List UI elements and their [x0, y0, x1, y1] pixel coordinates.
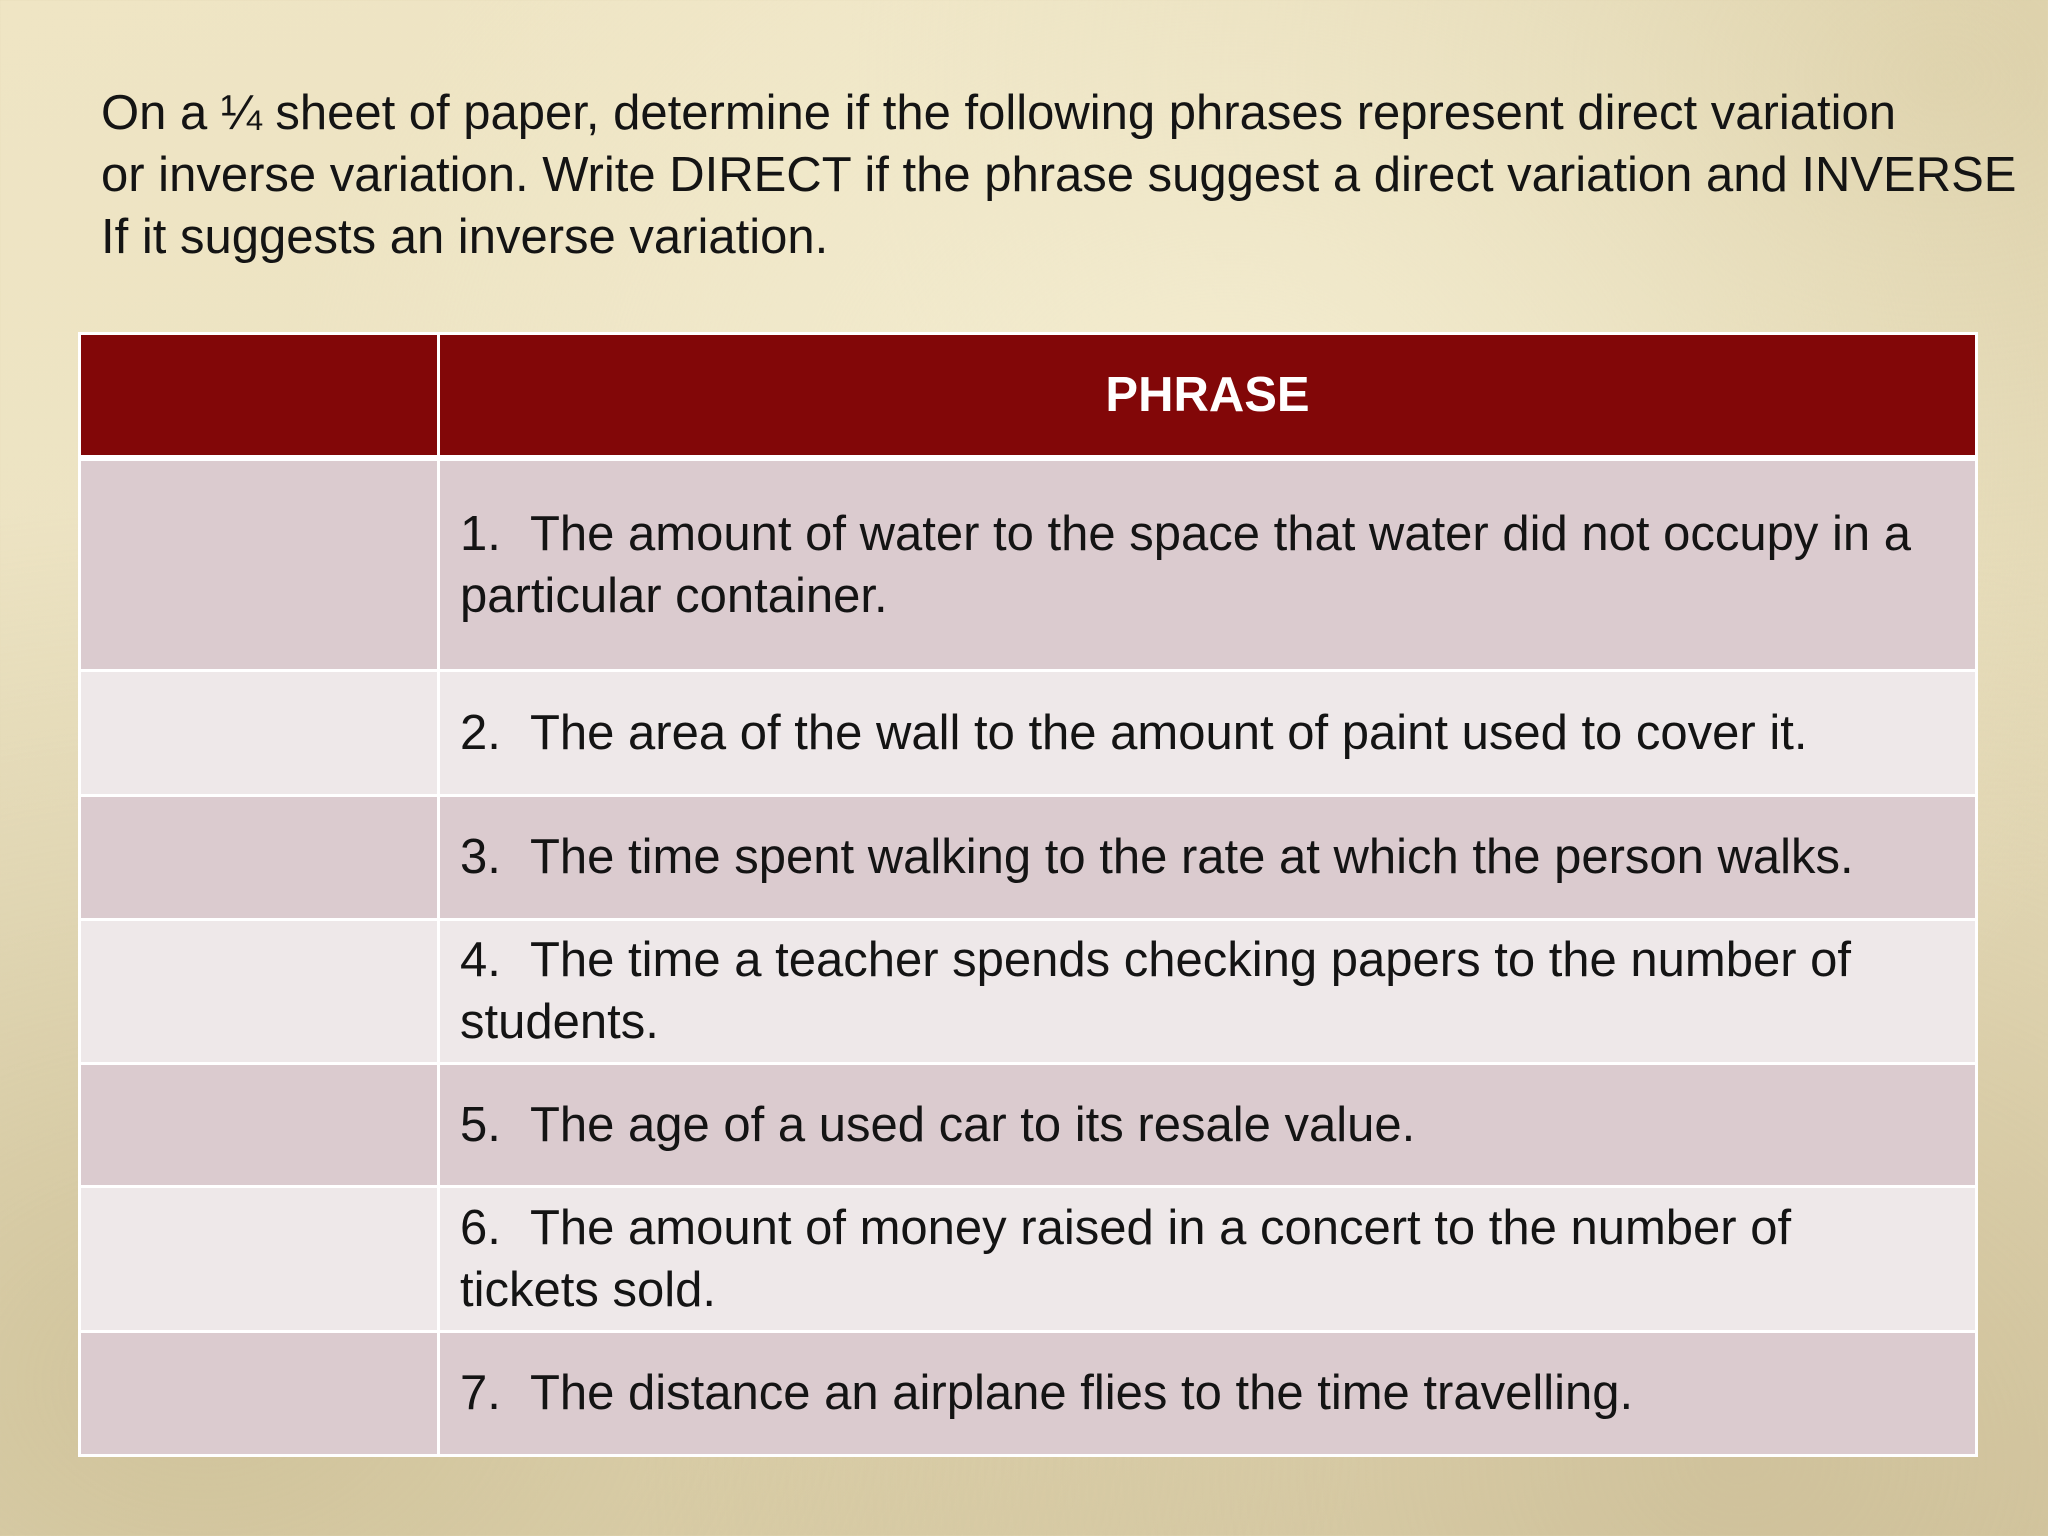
- table-row: [80, 1186, 1977, 1331]
- answer-column-header: [80, 334, 439, 459]
- table-row: [80, 458, 1977, 670]
- phrase-column-header: PHRASE: [439, 334, 1977, 459]
- phrase-number: 2.: [460, 705, 501, 760]
- answer-cell[interactable]: [80, 1186, 439, 1331]
- answer-cell[interactable]: [80, 1331, 439, 1455]
- phrase-text: The area of the wall to the amount of paint used to cover it.: [530, 705, 1808, 760]
- table-row: [80, 795, 1977, 919]
- answer-cell[interactable]: [80, 670, 439, 795]
- phrase-text: The time spent walking to the rate at which the person walks.: [530, 830, 1854, 884]
- phrase-number: 4.: [460, 933, 501, 987]
- table-row: [80, 1063, 1977, 1186]
- instructions-text: On a ¼ sheet of paper, determine if the following phrases represent direct variation or inverse variation. Write DIRECT if the phrase suggest a direct variation and INVERSE If it suggests an inverse variation.: [101, 86, 2017, 264]
- phrase-text: The time a teacher spends checking papers to the number of students.: [460, 933, 1852, 1049]
- answer-cell[interactable]: [80, 458, 439, 670]
- phrase-text: The age of a used car to its resale value.: [530, 1097, 1416, 1152]
- phrase-cell: [439, 1186, 1977, 1331]
- answer-cell[interactable]: [80, 919, 439, 1063]
- phrase-number: 6.: [460, 1200, 501, 1255]
- phrase-number: 5.: [460, 1097, 501, 1152]
- phrase-cell: [439, 919, 1977, 1063]
- table-row: [80, 670, 1977, 795]
- phrase-cell: [439, 458, 1977, 670]
- phrase-cell: [439, 795, 1977, 919]
- table-header-row: [80, 334, 1977, 459]
- phrase-number: 7.: [460, 1366, 501, 1420]
- phrase-text: The distance an airplane flies to the time travelling.: [530, 1366, 1634, 1420]
- phrase-number: 3.: [460, 830, 501, 884]
- phrase-text: The amount of water to the space that water did not occupy in a particular container.: [460, 506, 1911, 623]
- table-row: [80, 1331, 1977, 1455]
- table-row: [80, 919, 1977, 1063]
- answer-cell[interactable]: [80, 795, 439, 919]
- phrase-cell: [439, 670, 1977, 795]
- answer-cell[interactable]: [80, 1063, 439, 1186]
- phrase-number: 1.: [460, 506, 501, 561]
- phrase-text: The amount of money raised in a concert to the number of tickets sold.: [460, 1200, 1792, 1317]
- phrase-table: [78, 332, 1978, 1457]
- phrase-cell: [439, 1063, 1977, 1186]
- phrase-cell: [439, 1331, 1977, 1455]
